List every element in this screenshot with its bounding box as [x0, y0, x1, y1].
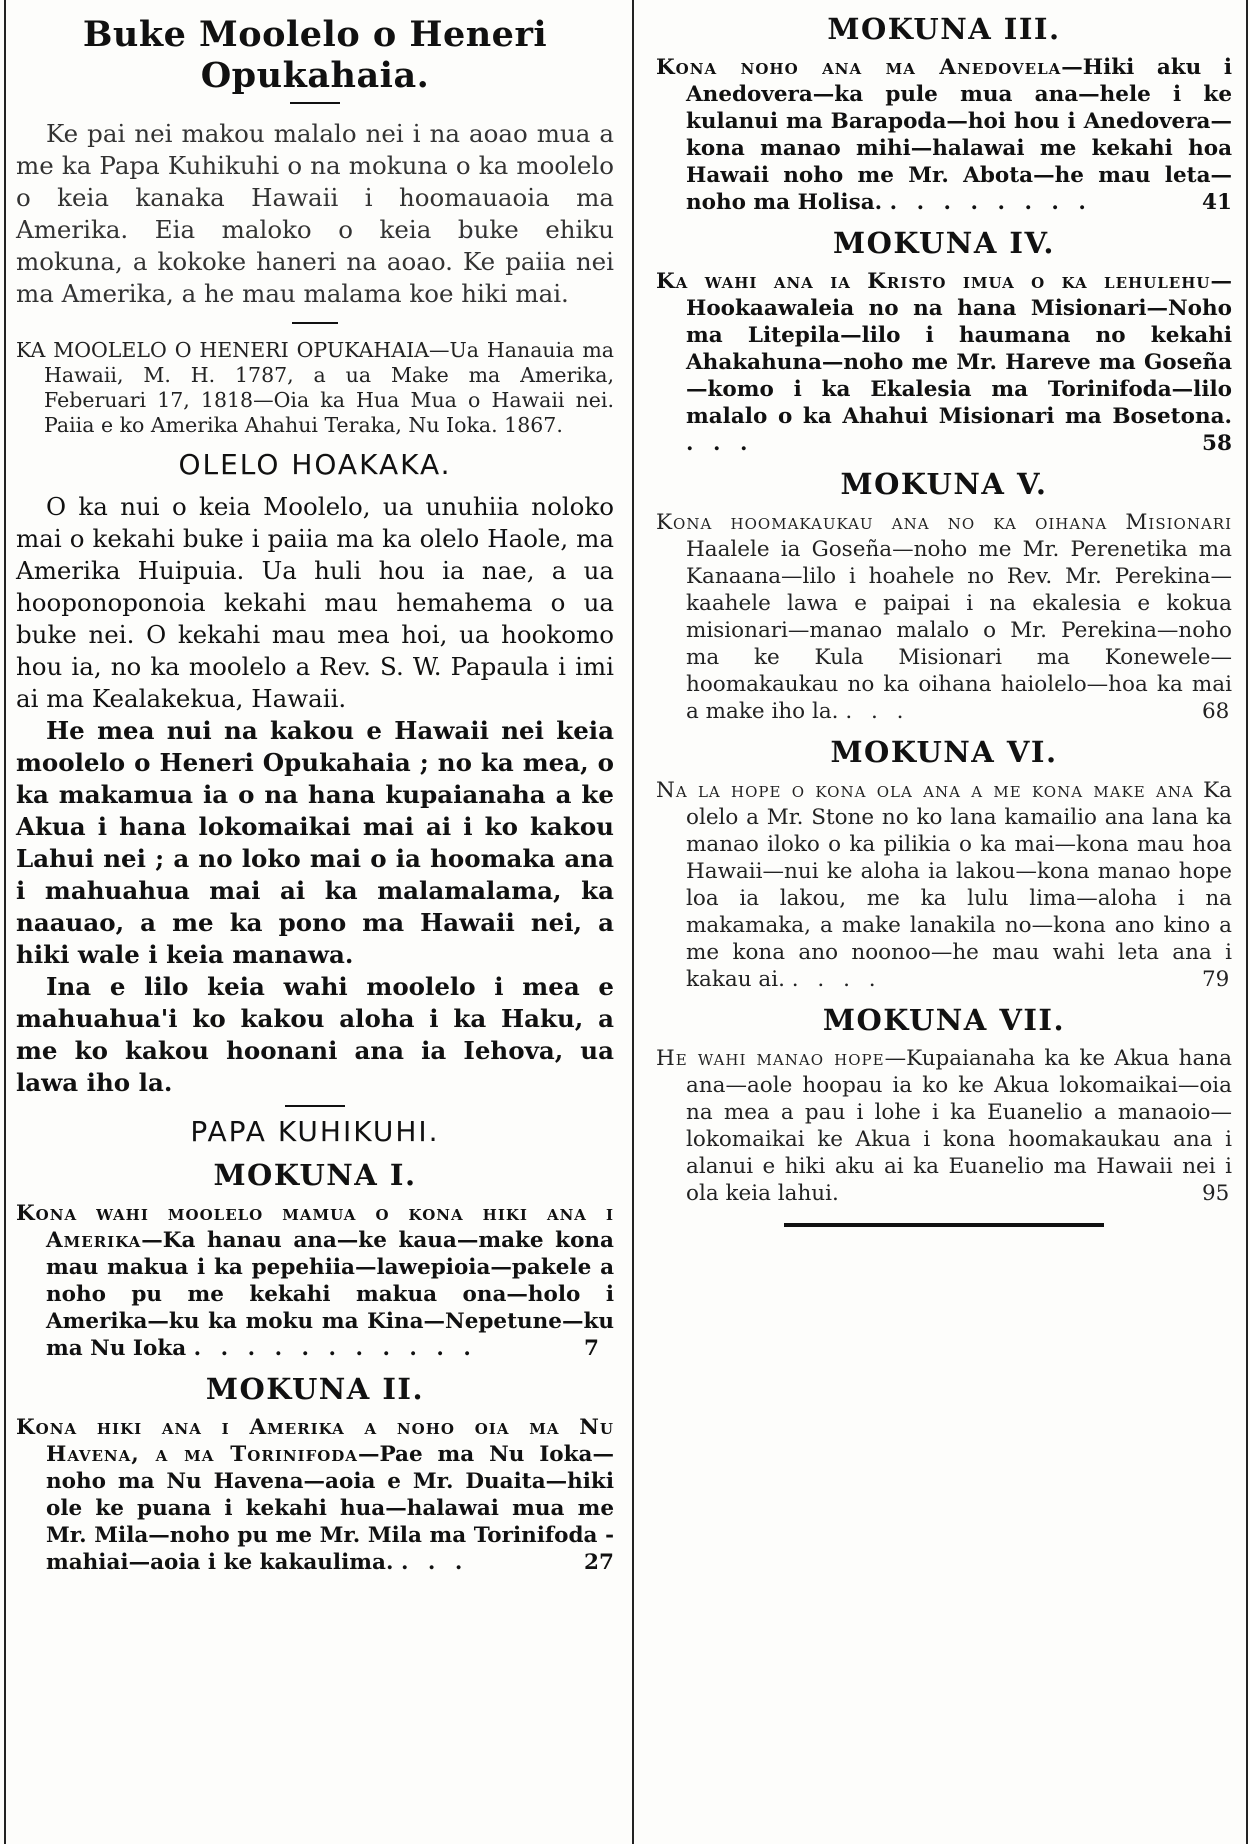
mokuna-4-title: MOKUNA IV.: [832, 226, 1056, 260]
preface-paragraph-1: O ka nui o keia Moolelo, ua unuhiia noloko mai o kekahi buke i paiia ma ka olelo Haole, ma Amerika Huipuia. Ua huli hou ia nae, a ua hooponoponoia kekahi mau hemahema o ua buke nei. O kekahi mau mea hoi, ua hookomo hou ia, no ka moolelo a Rev. S. W. Papaula i imi ai ma Kealakekua, Hawaii.: [16, 492, 614, 713]
mokuna-2-title: MOKUNA II.: [205, 1372, 425, 1406]
olelo-hoakaka-heading: OLELO HOAKAKA.: [178, 448, 452, 481]
mokuna-1-title: MOKUNA I.: [213, 1158, 417, 1192]
mokuna-5-title: MOKUNA V.: [840, 467, 1048, 501]
mokuna-6-summary: Na la hope o kona ola ana a me kona make ana Ka olelo a Mr. Stone no ko lana kamailio ana lana ka manao iloko o ka pilikia o ka mai—kona mau hoa Hawaii—nui ke aloha ia lakou—kona manao hope loa ia lakou, me ka lulu lima—aloha i na makamaka, a make lanakila no—kona ano kino a me kona ano noonoo—he mau wahi leta ana i kakau ai. . . . . 79: [656, 778, 1232, 992]
right-border-rule: [1246, 0, 1248, 1844]
title-divider: [290, 102, 340, 104]
preface-divider: [285, 1105, 345, 1107]
mokuna-3-summary: Kona noho ana ma Anedovela—Hiki aku i Anedovera—ka pule mua ana—hele i ke kulanui ma Barapoda—hoi hou i Anedovera—kona manao mihi—halawai me kekahi hoa Hawaii noho me Mr. Abota—he mau leta—noho ma Holisa. . . . . . . . . 41: [656, 55, 1232, 215]
mokuna-4-lead: Ka wahi ana ia Kristo imua o ka lehulehu: [656, 269, 1211, 294]
mokuna-1-text: —Ka hanau ana—ke kaua—make kona mau makua i ka pepehiia—lawepioia—pakele a noho pu me kekahi makua ona—holo i Amerika—ku ka moku ma Kina—Nepetune—ku ma Nu Ioka: [46, 1228, 614, 1361]
preface-paragraph-3: Ina e lilo keia wahi moolelo i mea e mahuahua'i ko kakou aloha i ka Haku, a me ko kakou hoonani ana ia Iehova, ua lawa iho la.: [16, 972, 614, 1097]
leader-dots: . . . . . . . . . . .: [193, 1336, 477, 1361]
intro-paragraph: Ke pai nei makou malalo nei i na aoao mua a me ka Papa Kuhikuhi o na mokuna o ka moolelo o keia kanaka Hawaii i hoomauaoia ma Amerika. Eia maloko o keia buke ehiku mokuna, a kokoke haneri na aoao. Ke paiia nei ma Amerika, a he mau malama koe hiki mai.: [16, 119, 614, 308]
mokuna-3-lead: Kona noho ana ma Anedovela: [656, 55, 1062, 80]
column-divider-rule: [632, 0, 634, 1844]
mokuna-6-lead: Na la hope o kona ola ana a me kona make ana: [656, 778, 1194, 803]
book-citation: KA MOOLELO O HENERI OPUKAHAIA—Ua Hanauia ma Hawaii, M. H. 1787, a ua Make ma Amerika, Feberuari 17, 1818—Oia ka Hua Mua o Hawaii nei. Paiia e ko Amerika Ahahui Teraka, Nu Ioka. 1867.: [16, 338, 614, 437]
mokuna-1-summary: Kona wahi moolelo mamua o kona hiki ana i Amerika—Ka hanau ana—ke kaua—make kona mau makua i ka pepehiia—lawepioia—pakele a noho pu me kekahi makua ona—holo i Amerika—ku ka moku ma Kina—Nepetune—ku ma Nu Ioka . . . . . . . . . . . 7: [16, 1201, 614, 1361]
mokuna-5-summary: Kona hoomakaukau ana no ka oihana Misionari Haalele ia Goseña—noho me Mr. Perenetika ma Kanaana—lilo i hoahele no Rev. Mr. Perekina—kaahele lawa e paipai i na ekalesia e kokua misionari—manao malalo o Mr. Perekina—noho ma ke Kula Misionari ma Konewele—hoomakaukau no ka oihana haiolelo—hoa ka mai a make iho la. . . . 68: [656, 510, 1232, 724]
mokuna-5-lead: Kona hoomakaukau ana no ka oihana Misionari: [656, 510, 1232, 535]
mokuna-6-text: Ka olelo a Mr. Stone no ko lana kamailio ana lana ka manao iloko o ka pilikia o ka mai—kona mau hoa Hawaii—nui ke aloha ia lakou—kona manao hope loa ia lakou, me ka lulu lima—aloha i na makamaka, a make lanakila no—kona ano kino a me kona ano noonoo—he mau wahi leta ana i kakau ai.: [686, 778, 1232, 992]
intro-divider: [292, 322, 338, 324]
leader-dots: . . .: [400, 1550, 469, 1575]
right-column: [646, 0, 1242, 1227]
leader-dots: . . .: [845, 699, 910, 724]
mokuna-2-lead: Kona hiki ana i Amerika a noho oia ma Nu Havena, a ma Torinifoda: [16, 1415, 614, 1467]
mokuna-7-lead: He wahi manao hope: [656, 1046, 885, 1071]
mokuna-5-text: Haalele ia Goseña—noho me Mr. Perenetika ma Kanaana—lilo i hoahele no Rev. Mr. Perekina—kaahele lawa e paipai i na ekalesia e kokua misionari—manao malalo o Mr. Perekina—noho ma ke Kula Misionari ma Konewele—hoomakaukau no ka oihana haiolelo—hoa ka mai a make iho la.: [686, 537, 1232, 724]
mokuna-2-summary: Kona hiki ana i Amerika a noho oia ma Nu Havena, a ma Torinifoda—Pae ma Nu Ioka—noho ma Nu Havena—aoia e Mr. Duaita—hiki ole ke puana i kekahi hua—halawai mua me Mr. Mila—noho pu me Mr. Mila ma Torinifoda - mahiai—aoia i ke kakaulima. . . . 27: [16, 1415, 614, 1575]
mokuna-7-summary: He wahi manao hope—Kupaianaha ka ke Akua hana ana—aole hoopau ia ko ke Akua lokomaikai—oia na mea a pau i lohe i ka Euanelio a manaoio—lokomaikai ke Akua i kona hoomakaukau ana i alanui e hiki aku ai ka Euanelio ma Hawaii nei i ola keia lahui. 95: [656, 1046, 1232, 1206]
mokuna-6-title: MOKUNA VI.: [830, 735, 1058, 769]
leader-dots: . . . . . . . .: [889, 190, 1092, 215]
mokuna-4-text: —Hookaawaleia no na hana Misionari—Noho ma Litepila—lilo i haumana no kekahi Ahakahuna—noho me Mr. Hareve ma Goseña—komo i ka Ekalesia ma Torinifoda—lilo malalo o ka Ahahui Misionari ma Bosetona.: [686, 269, 1232, 429]
article-title: Buke Moolelo o Heneri Opukahaia.: [82, 14, 548, 96]
mokuna-7-title: MOKUNA VII.: [822, 1003, 1066, 1037]
mokuna-4-summary: Ka wahi ana ia Kristo imua o ka lehulehu—Hookaawaleia no na hana Misionari—Noho ma Litepila—lilo i haumana no kekahi Ahakahuna—noho me Mr. Hareve ma Goseña—komo i ka Ekalesia ma Torinifoda—lilo malalo o ka Ahahui Misionari ma Bosetona. . . . 58: [656, 269, 1232, 456]
mokuna-2-text: —Pae ma Nu Ioka—noho ma Nu Havena—aoia e Mr. Duaita—hiki ole ke puana i kekahi hua—halawai mua me Mr. Mila—noho pu me Mr. Mila ma Torinifoda - mahiai—aoia i ke kakaulima.: [46, 1442, 614, 1575]
leader-dots: . . . .: [791, 967, 882, 992]
mokuna-7-text: —Kupaianaha ka ke Akua hana ana—aole hoopau ia ko ke Akua lokomaikai—oia na mea a pau i lohe i ka Euanelio a manaoio—lokomaikai ke Akua i kona hoomakaukau ana i alanui e hiki aku ai ka Euanelio ma Hawaii nei i ola keia lahui.: [686, 1046, 1232, 1206]
left-column: [6, 0, 624, 1576]
preface-paragraph-2: He mea nui na kakou e Hawaii nei keia moolelo o Heneri Opukahaia ; no ka mea, o ka makamua ia o na hana kupaianaha a ke Akua i hana lokomaikai mai ai i ko kakou Lahui nei ; a no loko mai o ia hoomaka ana i mahuahua mai ai ka malamalama, ka naauao, a me ka pono ma Hawaii nei, a hiki wale i keia manawa.: [16, 716, 614, 969]
papa-kuhikuhi-heading: PAPA KUHIKUHI.: [190, 1115, 440, 1148]
mokuna-3-title: MOKUNA III.: [827, 12, 1061, 46]
mokuna-1-lead: Kona wahi moolelo mamua o kona hiki ana i Amerika: [16, 1201, 614, 1253]
leader-dots: . . .: [686, 431, 754, 456]
end-of-article-rule: [784, 1223, 1104, 1227]
mokuna-3-text: —Hiki aku i Anedovera—ka pule mua ana—hele i ke kulanui ma Barapoda—hoi hou i Anedovera—kona manao mihi—halawai me kekahi hoa Hawaii noho me Mr. Abota—he mau leta—noho ma Holisa.: [686, 55, 1232, 215]
